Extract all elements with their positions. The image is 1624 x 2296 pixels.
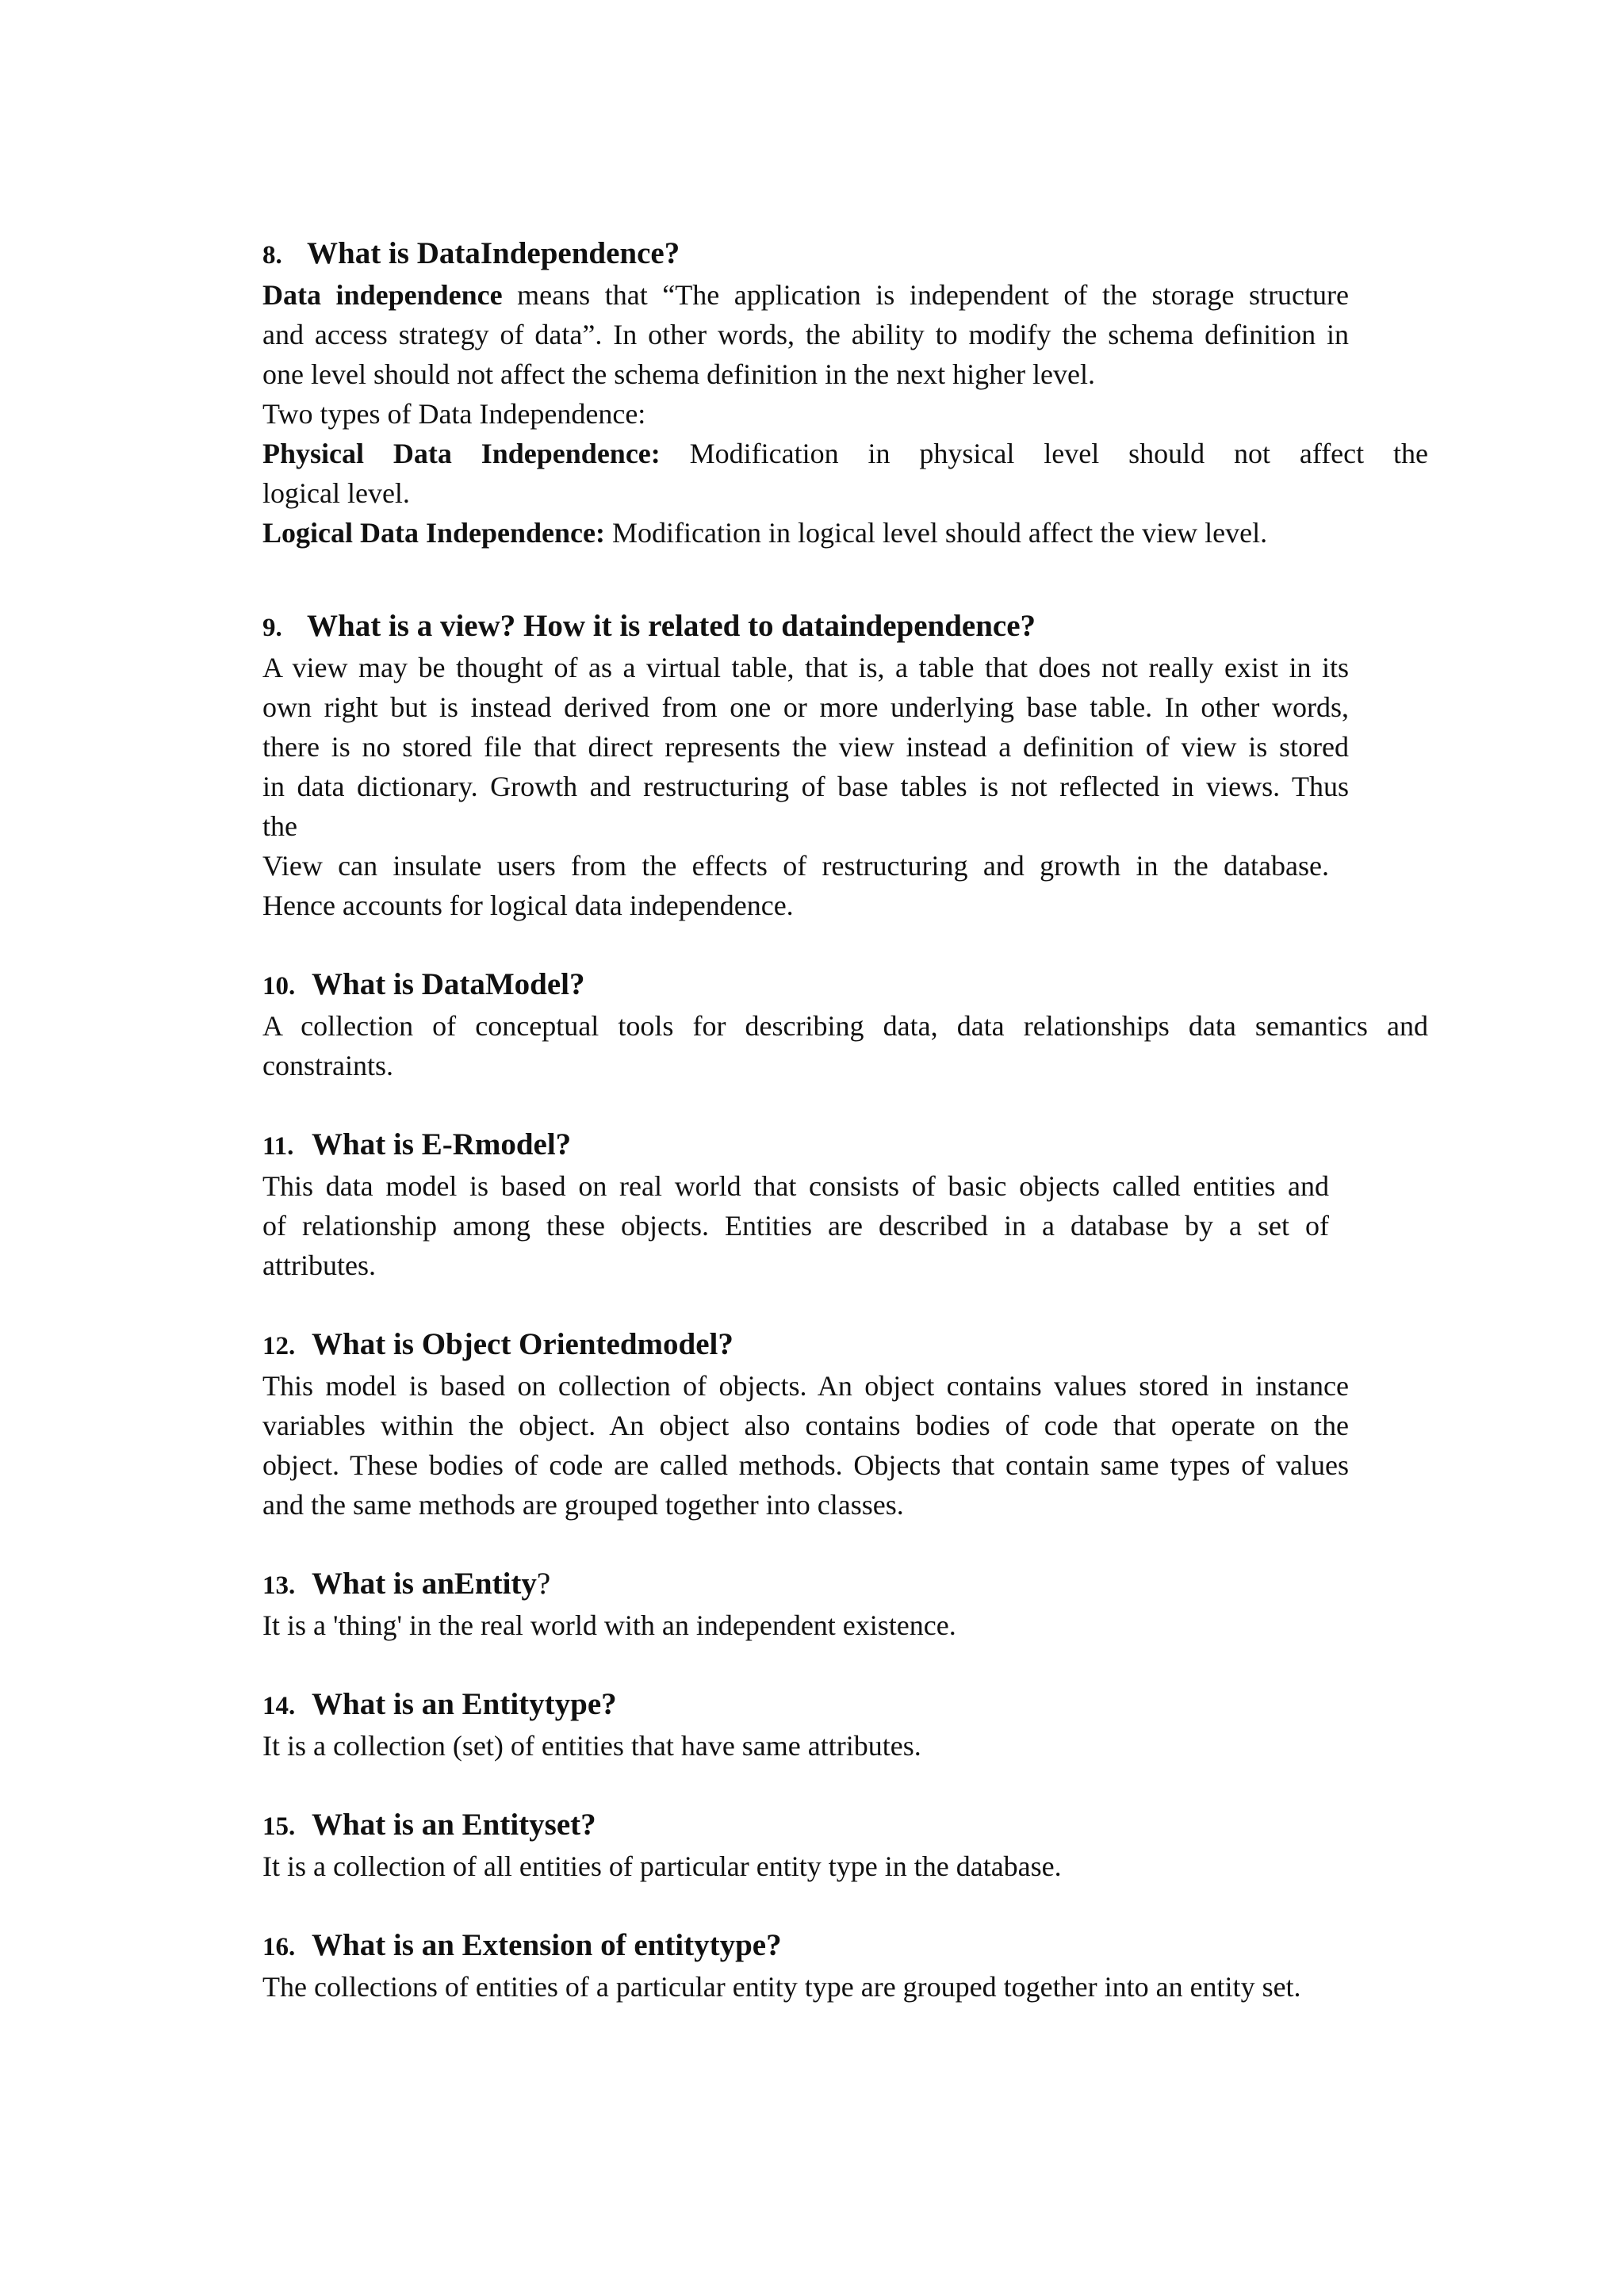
- question-number: 9.: [262, 614, 282, 642]
- answer-line: own right but is instead derived from one or more underlying base table. In other words,: [262, 691, 1349, 723]
- answer-line: there is no stored file that direct represents the view instead a definition of view is stored: [262, 731, 1349, 763]
- question-number: 15.: [262, 1812, 296, 1841]
- question-13: [262, 1564, 1428, 1645]
- question-number: 16.: [262, 1933, 296, 1961]
- spacer: [262, 1085, 1428, 1125]
- question-heading: What is DataModel?: [312, 967, 585, 1001]
- spacer: [262, 1645, 1428, 1685]
- answer-line: It is a 'thing' in the real world with an independent existence.: [262, 1609, 956, 1641]
- question-10: [262, 965, 1428, 1085]
- answer-line: constraints.: [262, 1050, 393, 1081]
- question-heading: What is Object Orientedmodel?: [312, 1327, 733, 1361]
- question-15: [262, 1805, 1428, 1886]
- question-9-title: [262, 607, 1428, 648]
- question-11-title: [262, 1125, 1428, 1166]
- answer-line: in data dictionary. Growth and restructuring of base tables is not reflected in views. Thus: [262, 771, 1349, 802]
- answer-line: It is a collection (set) of entities that have same attributes.: [262, 1730, 921, 1762]
- term: Logical Data Independence:: [262, 517, 605, 549]
- answer-line: It is a collection of all entities of particular entity type in the database.: [262, 1850, 1062, 1882]
- question-number: 10.: [262, 972, 296, 1001]
- answer-line: [262, 275, 1349, 315]
- answer-line: object. These bodies of code are called methods. Objects that contain same types of values: [262, 1449, 1349, 1481]
- question-8: [262, 234, 1428, 553]
- logical-independence-line: [262, 513, 1428, 553]
- answer-line: The collections of entities of a particular entity type are grouped together into an entity set.: [262, 1971, 1301, 2003]
- answer-line: and the same methods are grouped together into classes.: [262, 1489, 904, 1521]
- question-heading: What is an Extension of entitytype?: [312, 1928, 782, 1962]
- answer-line: Hence accounts for logical data independence.: [262, 890, 794, 921]
- question-number: 8.: [262, 241, 282, 270]
- question-heading: What is DataIndependence?: [307, 236, 680, 270]
- question-heading: What is an Entityset?: [312, 1808, 596, 1842]
- question-number: 14.: [262, 1692, 296, 1720]
- spacer: [262, 1766, 1428, 1805]
- question-number: 12.: [262, 1332, 296, 1360]
- question-heading: What is a view? How it is related to dataindependence?: [307, 609, 1036, 643]
- answer-line: and access strategy of data”. In other words, the ability to modify the schema definition in: [262, 319, 1349, 350]
- answer-text: Modification in logical level should affect the view level.: [605, 517, 1268, 549]
- spacer: [262, 1886, 1428, 1926]
- question-11: [262, 1125, 1428, 1285]
- question-8-title: [262, 234, 1428, 275]
- spacer: [262, 1285, 1428, 1325]
- question-12-title: [262, 1325, 1428, 1366]
- answer-text: Modification in physical level should not affect the: [660, 438, 1428, 469]
- question-12: [262, 1325, 1428, 1525]
- answer-line: This data model is based on real world that consists of basic objects called entities and: [262, 1170, 1329, 1202]
- question-number: 11.: [262, 1132, 294, 1161]
- question-16-title: [262, 1926, 1428, 1967]
- term: Data independence: [262, 279, 503, 311]
- question-13-title: [262, 1564, 1428, 1605]
- physical-independence-cont: logical level.: [262, 477, 410, 509]
- question-9: [262, 607, 1428, 925]
- answer-line: A view may be thought of as a virtual table, that is, a table that does not really exist in its: [262, 652, 1349, 683]
- answer-line: of relationship among these objects. Entities are described in a database by a set of: [262, 1210, 1329, 1242]
- question-heading: What is anEntity: [312, 1567, 537, 1601]
- answer-line: the: [262, 810, 297, 842]
- question-heading: What is E-Rmodel?: [312, 1127, 572, 1161]
- document-page: [262, 234, 1428, 2007]
- question-heading: What is an Entitytype?: [312, 1687, 617, 1721]
- question-10-title: [262, 965, 1428, 1006]
- answer-line: A collection of conceptual tools for describing data, data relationships data semantics and: [262, 1010, 1428, 1042]
- question-15-title: [262, 1805, 1428, 1846]
- question-14: [262, 1685, 1428, 1766]
- question-16: [262, 1926, 1428, 2007]
- question-mark: ?: [536, 1567, 551, 1601]
- question-14-title: [262, 1685, 1428, 1726]
- answer-line: one level should not affect the schema definition in the next higher level.: [262, 358, 1096, 390]
- answer-text: means that “The application is independent of the storage structure: [502, 279, 1349, 311]
- term: Physical Data Independence:: [262, 438, 661, 469]
- answer-line: This model is based on collection of objects. An object contains values stored in instance: [262, 1370, 1349, 1402]
- answer-line: attributes.: [262, 1249, 376, 1281]
- answer-line: View can insulate users from the effects of restructuring and growth in the database.: [262, 850, 1329, 882]
- question-number: 13.: [262, 1571, 296, 1600]
- physical-independence-line: [262, 434, 1428, 473]
- spacer: [262, 1525, 1428, 1564]
- spacer: [262, 925, 1428, 965]
- answer-line: variables within the object. An object also contains bodies of code that operate on the: [262, 1410, 1349, 1441]
- answer-line: Two types of Data Independence:: [262, 398, 646, 430]
- spacer: [262, 553, 1428, 607]
